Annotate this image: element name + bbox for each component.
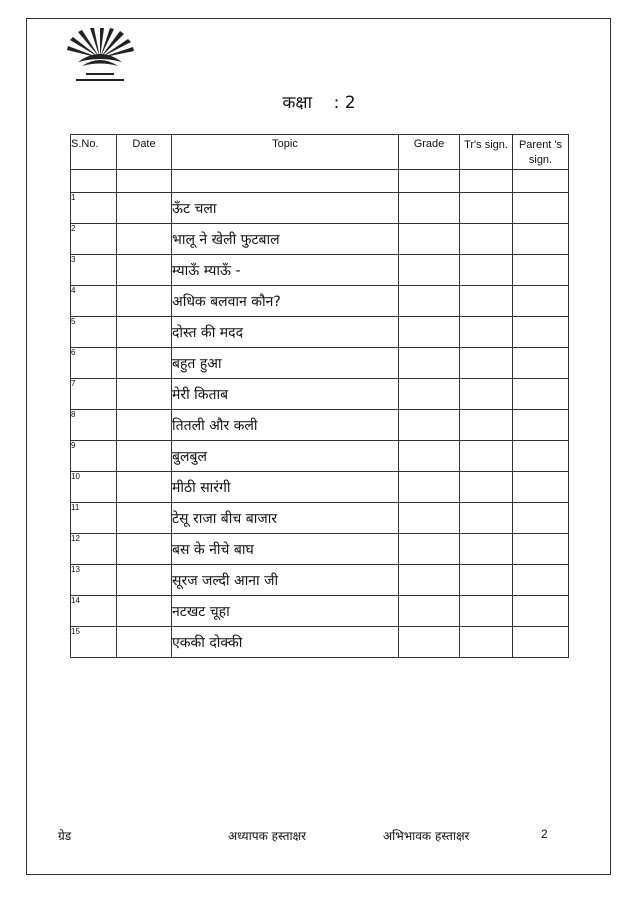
teacher-sign-cell [460, 534, 513, 565]
teacher-sign-cell [460, 193, 513, 224]
grade-cell [399, 193, 460, 224]
row-number: 4 [71, 286, 117, 317]
grade-cell [399, 317, 460, 348]
parent-sign-cell [513, 627, 569, 658]
date-cell [117, 286, 172, 317]
row-number: 12 [71, 534, 117, 565]
grade-cell [399, 410, 460, 441]
date-cell [117, 255, 172, 286]
table-header-row [71, 135, 569, 170]
teacher-sign-cell [460, 627, 513, 658]
grade-cell [399, 596, 460, 627]
grade-cell [399, 224, 460, 255]
parent-sign-cell [513, 255, 569, 286]
topic-cell: बुलबुल [172, 441, 399, 472]
date-cell [117, 441, 172, 472]
grade-cell [399, 441, 460, 472]
topic-cell: म्याऊँ म्याऊँ - [172, 255, 399, 286]
date-cell [117, 224, 172, 255]
class-title [0, 90, 638, 113]
parent-sign-cell [513, 534, 569, 565]
teacher-sign-cell [460, 596, 513, 627]
topic-cell: नटखट चूहा [172, 596, 399, 627]
grade-cell [399, 534, 460, 565]
date-cell [117, 534, 172, 565]
table-row [71, 472, 569, 503]
table-row [71, 379, 569, 410]
date-cell [117, 193, 172, 224]
topic-cell: मेरी किताब [172, 379, 399, 410]
parent-sign-cell [513, 286, 569, 317]
cell [513, 170, 569, 193]
col-header-teacher-sign: Tr's sign. [460, 135, 513, 170]
table-row [71, 441, 569, 472]
table-row [71, 348, 569, 379]
row-number: 14 [71, 596, 117, 627]
class-label: कक्षा [282, 93, 313, 113]
row-number: 6 [71, 348, 117, 379]
table-row [71, 565, 569, 596]
table-row [71, 193, 569, 224]
topic-register-table [70, 134, 569, 658]
date-cell [117, 410, 172, 441]
teacher-sign-cell [460, 379, 513, 410]
row-number: 7 [71, 379, 117, 410]
date-cell [117, 596, 172, 627]
topic-cell: एककी दोक्की [172, 627, 399, 658]
table-row [71, 410, 569, 441]
cell [399, 170, 460, 193]
parent-sign-cell [513, 224, 569, 255]
topic-cell: मीठी सारंगी [172, 472, 399, 503]
cell [460, 170, 513, 193]
class-value: : 2 [333, 93, 356, 113]
table-row [71, 317, 569, 348]
row-number: 13 [71, 565, 117, 596]
footer-parent-sign: अभिभावक हस्ताक्षर [383, 829, 470, 843]
grade-cell [399, 472, 460, 503]
topic-cell: बस के नीचे बाघ [172, 534, 399, 565]
cell [172, 170, 399, 193]
parent-sign-cell [513, 348, 569, 379]
row-number: 3 [71, 255, 117, 286]
date-cell [117, 317, 172, 348]
teacher-sign-cell [460, 224, 513, 255]
date-cell [117, 472, 172, 503]
date-cell [117, 379, 172, 410]
grade-cell [399, 286, 460, 317]
date-cell [117, 503, 172, 534]
page-number: 2 [541, 827, 548, 841]
row-number: 15 [71, 627, 117, 658]
grade-cell [399, 627, 460, 658]
cell [117, 170, 172, 193]
col-header-topic: Topic [172, 135, 399, 170]
col-header-parent-sign: Parent 's sign. [513, 135, 569, 170]
col-header-date: Date [117, 135, 172, 170]
parent-sign-cell [513, 503, 569, 534]
teacher-sign-cell [460, 317, 513, 348]
row-number: 1 [71, 193, 117, 224]
topic-cell: भालू ने खेली फुटबाल [172, 224, 399, 255]
teacher-sign-cell [460, 472, 513, 503]
topic-cell: तितली और कली [172, 410, 399, 441]
parent-sign-cell [513, 379, 569, 410]
grade-cell [399, 379, 460, 410]
topic-cell: ऊँट चला [172, 193, 399, 224]
cell [71, 170, 117, 193]
teacher-sign-cell [460, 348, 513, 379]
table-row [71, 627, 569, 658]
teacher-sign-cell [460, 410, 513, 441]
date-cell [117, 348, 172, 379]
grade-cell [399, 565, 460, 596]
row-number: 8 [71, 410, 117, 441]
row-number: 2 [71, 224, 117, 255]
row-number: 11 [71, 503, 117, 534]
school-logo-icon [64, 28, 136, 90]
topic-cell: सूरज जल्दी आना जी [172, 565, 399, 596]
table-row [71, 534, 569, 565]
row-number: 9 [71, 441, 117, 472]
grade-cell [399, 348, 460, 379]
date-cell [117, 565, 172, 596]
row-number: 10 [71, 472, 117, 503]
date-cell [117, 627, 172, 658]
col-header-sno: S.No. [71, 135, 117, 170]
topic-cell: दोस्त की मदद [172, 317, 399, 348]
parent-sign-cell [513, 441, 569, 472]
topic-cell: टेसू राजा बीच बाजार [172, 503, 399, 534]
row-number: 5 [71, 317, 117, 348]
col-header-grade: Grade [399, 135, 460, 170]
table-row [71, 224, 569, 255]
parent-sign-cell [513, 410, 569, 441]
teacher-sign-cell [460, 503, 513, 534]
teacher-sign-cell [460, 286, 513, 317]
grade-cell [399, 503, 460, 534]
parent-sign-cell [513, 193, 569, 224]
footer-grade: ग्रेड [58, 829, 72, 843]
footer-teacher-sign: अध्यापक हस्ताक्षर [228, 829, 307, 843]
teacher-sign-cell [460, 565, 513, 596]
teacher-sign-cell [460, 441, 513, 472]
parent-sign-cell [513, 596, 569, 627]
topic-cell: बहुत हुआ [172, 348, 399, 379]
blank-row [71, 170, 569, 193]
parent-sign-cell [513, 565, 569, 596]
table-row [71, 255, 569, 286]
teacher-sign-cell [460, 255, 513, 286]
parent-sign-cell [513, 317, 569, 348]
table-row [71, 503, 569, 534]
grade-cell [399, 255, 460, 286]
table-row [71, 286, 569, 317]
table-row [71, 596, 569, 627]
parent-sign-cell [513, 472, 569, 503]
topic-cell: अधिक बलवान कौन? [172, 286, 399, 317]
